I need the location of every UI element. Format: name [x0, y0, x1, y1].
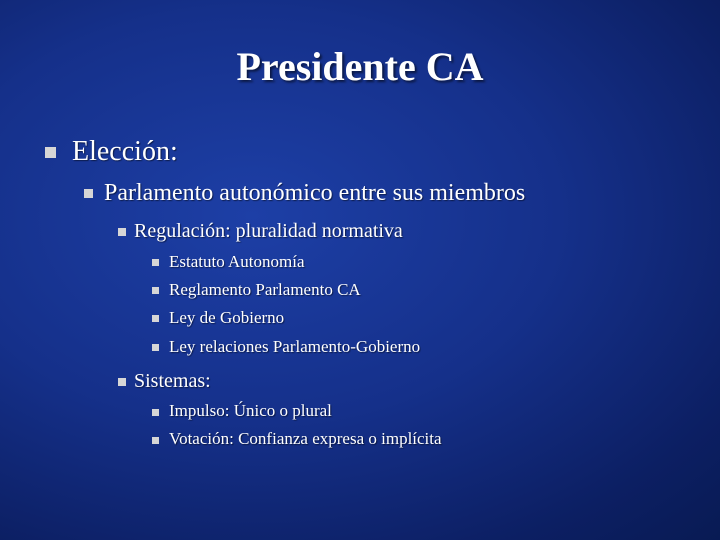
- bullet-item-impulso: Impulso: Único o plural: [169, 401, 332, 420]
- bullet-item-ley-gobierno: Ley de Gobierno: [169, 308, 285, 327]
- bullet-item-eleccion: Elección:: [72, 136, 178, 167]
- square-bullet-icon: [152, 315, 159, 322]
- square-bullet-icon: [118, 228, 126, 236]
- square-bullet-icon: [45, 147, 56, 158]
- square-bullet-icon: [118, 378, 126, 386]
- bullet-item-parlamento: Parlamento autonómico entre sus miembros: [104, 180, 526, 206]
- square-bullet-icon: [84, 189, 93, 198]
- square-bullet-icon: [152, 409, 159, 416]
- square-bullet-icon: [152, 287, 159, 294]
- slide-title: Presidente CA: [236, 44, 484, 89]
- bullet-item-ley-relaciones: Ley relaciones Parlamento-Gobierno: [169, 337, 421, 356]
- bullet-item-reglamento: Reglamento Parlamento CA: [169, 280, 361, 299]
- bullet-item-sistemas: Sistemas:: [134, 370, 211, 392]
- bullet-item-estatuto: Estatuto Autonomía: [169, 252, 305, 271]
- square-bullet-icon: [152, 437, 159, 444]
- bullet-item-regulacion: Regulación: pluralidad normativa: [134, 220, 403, 242]
- square-bullet-icon: [152, 344, 159, 351]
- square-bullet-icon: [152, 259, 159, 266]
- bullet-item-votacion: Votación: Confianza expresa o implícita: [169, 429, 442, 448]
